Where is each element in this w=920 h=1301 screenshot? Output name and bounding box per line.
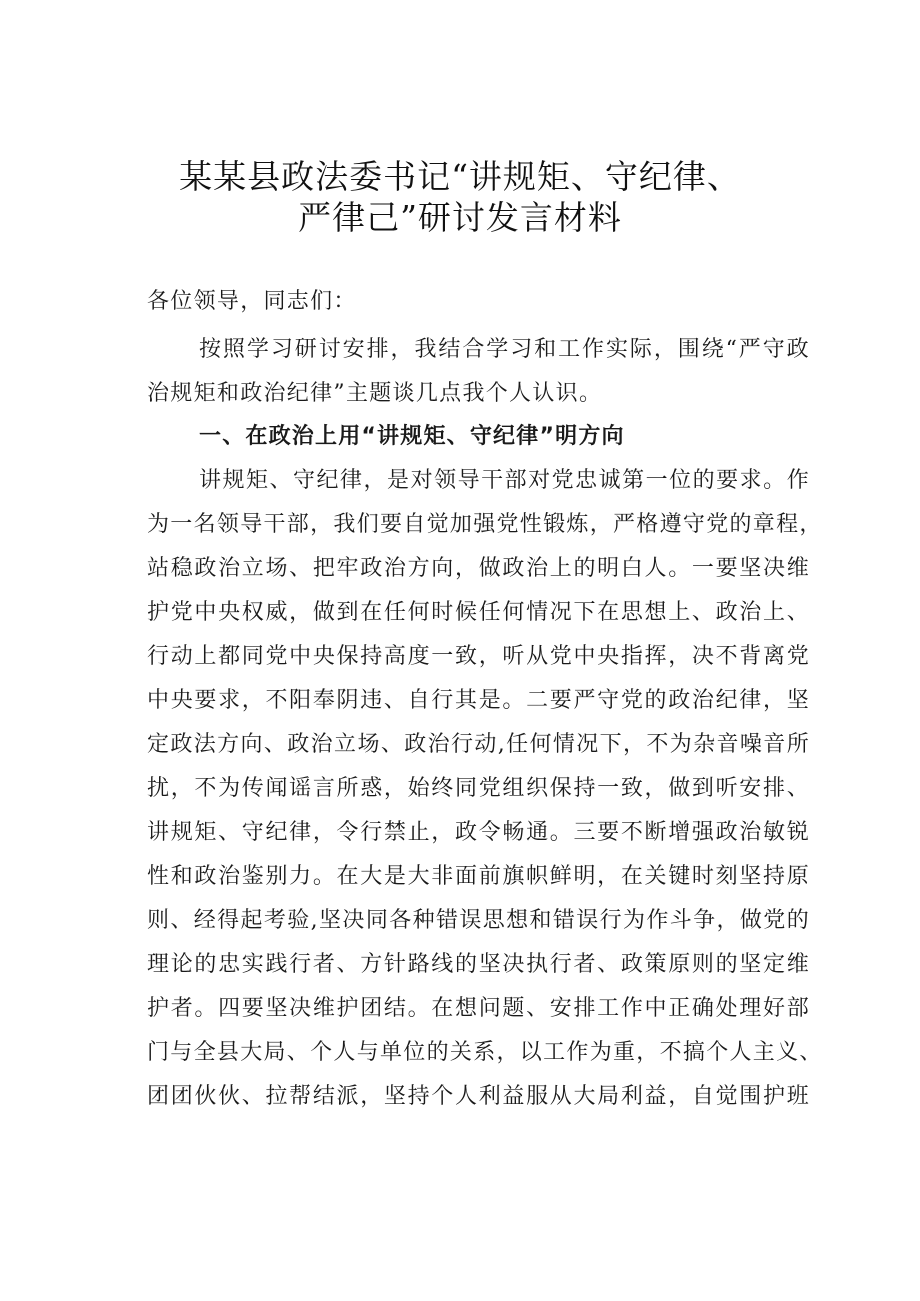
body-paragraph-line: 定政法方向、政治立场、政治行动,任何情况下，不为杂音噪音所 <box>147 732 810 757</box>
document-title-line-2: 严律己”研讨发言材料 <box>298 198 622 237</box>
body-paragraph-line: 讲规矩、守纪律，令行禁止，政令畅通。三要不断增强政治敏锐 <box>147 820 810 845</box>
body-paragraph-line: 团团伙伙、拉帮结派，坚持个人利益服从大局利益，自觉围护班 <box>147 1084 810 1109</box>
body-paragraph-line: 为一名领导干部，我们要自觉加强党性锻炼，严格遵守党的章程， <box>147 512 823 537</box>
body-paragraph-line: 中央要求，不阳奉阴违、自行其是。二要严守党的政治纪律，坚 <box>147 688 810 713</box>
intro-paragraph-line: 治规矩和政治纪律”主题谈几点我个人认识。 <box>147 381 603 406</box>
body-paragraph-line: 门与全县大局、个人与单位的关系，以工作为重，不搞个人主义、 <box>147 1040 823 1065</box>
salutation: 各位领导，同志们： <box>147 289 357 314</box>
body-paragraph-line: 则、经得起考验,坚决同各种错误思想和错误行为作斗争，做党的 <box>147 908 810 933</box>
intro-paragraph-line: 按照学习研讨安排，我结合学习和工作实际，围绕“严守政 <box>199 337 810 362</box>
body-paragraph-line: 站稳政治立场、把牢政治方向，做政治上的明白人。一要坚决维 <box>147 556 810 581</box>
section-heading: 一、在政治上用“讲规矩、守纪律”明方向 <box>199 424 625 449</box>
document-title-line-1: 某某县政法委书记“讲规矩、守纪律、 <box>179 157 741 196</box>
body-paragraph-line: 讲规矩、守纪律，是对领导干部对党忠诚第一位的要求。作 <box>199 468 810 493</box>
body-paragraph-line: 护党中央权威，做到在任何时候任何情况下在思想上、政治上、 <box>147 600 810 625</box>
body-paragraph-line: 性和政治鉴别力。在大是大非面前旗帜鲜明，在关键时刻坚持原 <box>147 864 810 889</box>
body-paragraph-line: 行动上都同党中央保持高度一致，听从党中央指挥，决不背离党 <box>147 644 810 669</box>
body-paragraph-line: 扰，不为传闻谣言所惑，始终同党组织保持一致，做到听安排、 <box>147 776 810 801</box>
body-paragraph-line: 护者。四要坚决维护团结。在想问题、安排工作中正确处理好部 <box>147 996 810 1021</box>
body-paragraph-line: 理论的忠实践行者、方针路线的坚决执行者、政策原则的坚定维 <box>147 952 810 977</box>
